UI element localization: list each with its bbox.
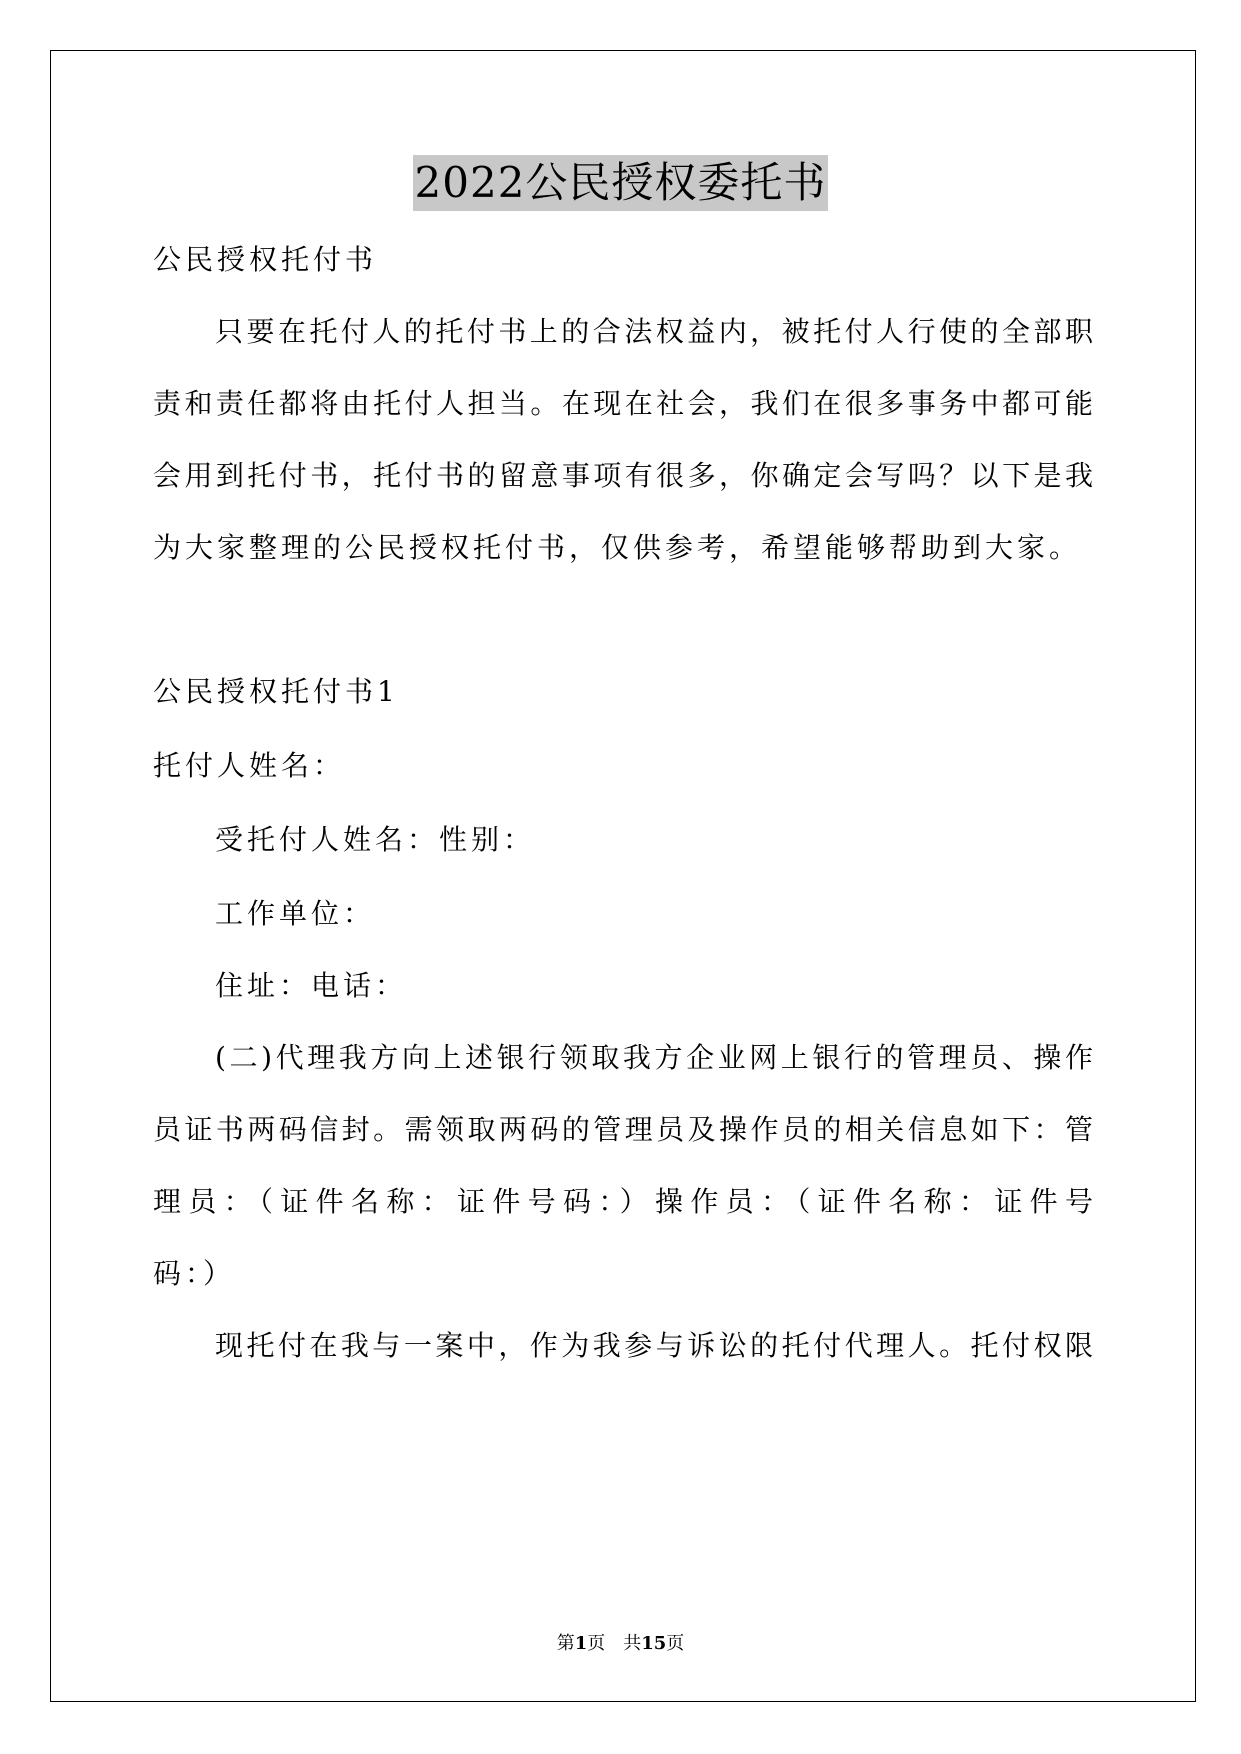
section-heading: 公民授权托付书 bbox=[153, 243, 378, 276]
paragraph-line: 理员：（证件名称：证件号码：）操作员：（证件名称：证件号 bbox=[153, 1185, 1093, 1218]
title-container bbox=[0, 155, 1241, 211]
paragraph-line: 只要在托付人的托付书上的合法权益内，被托付人行使的全部职 bbox=[215, 315, 1093, 348]
paragraph-line: (二)代理我方向上述银行领取我方企业网上银行的管理员、操作 bbox=[215, 1041, 1093, 1074]
form-field-line: 受托付人姓名：性别： bbox=[215, 823, 536, 856]
footer-total-pages: 15 bbox=[641, 1633, 667, 1654]
form-field-line: 工作单位： bbox=[215, 897, 376, 930]
paragraph-line: 责和责任都将由托付人担当。在现在社会，我们在很多事务中都可能 bbox=[153, 387, 1093, 420]
form-field-line: 托付人姓名： bbox=[153, 749, 346, 782]
page-footer bbox=[0, 1632, 1241, 1656]
paragraph-line: 会用到托付书，托付书的留意事项有很多，你确定会写吗？以下是我 bbox=[153, 459, 1093, 492]
form-field-line: 住址：电话： bbox=[215, 969, 408, 1002]
section-heading: 公民授权托付书1 bbox=[153, 675, 399, 708]
paragraph-line: 现托付在我与一案中，作为我参与诉讼的托付代理人。托付权限 bbox=[215, 1329, 1093, 1362]
footer-suffix: 页 bbox=[666, 1633, 685, 1654]
paragraph-line: 员证书两码信封。需领取两码的管理员及操作员的相关信息如下：管 bbox=[153, 1113, 1093, 1146]
footer-mid: 页 共 bbox=[587, 1633, 642, 1654]
footer-prefix: 第 bbox=[556, 1633, 575, 1654]
paragraph-line: 为大家整理的公民授权托付书，仅供参考，希望能够帮助到大家。 bbox=[153, 531, 1082, 564]
paragraph-line: 码：） bbox=[153, 1257, 236, 1290]
document-title: 2022公民授权委托书 bbox=[413, 155, 829, 211]
page-border bbox=[50, 50, 1196, 1702]
footer-page-number: 1 bbox=[574, 1633, 588, 1654]
